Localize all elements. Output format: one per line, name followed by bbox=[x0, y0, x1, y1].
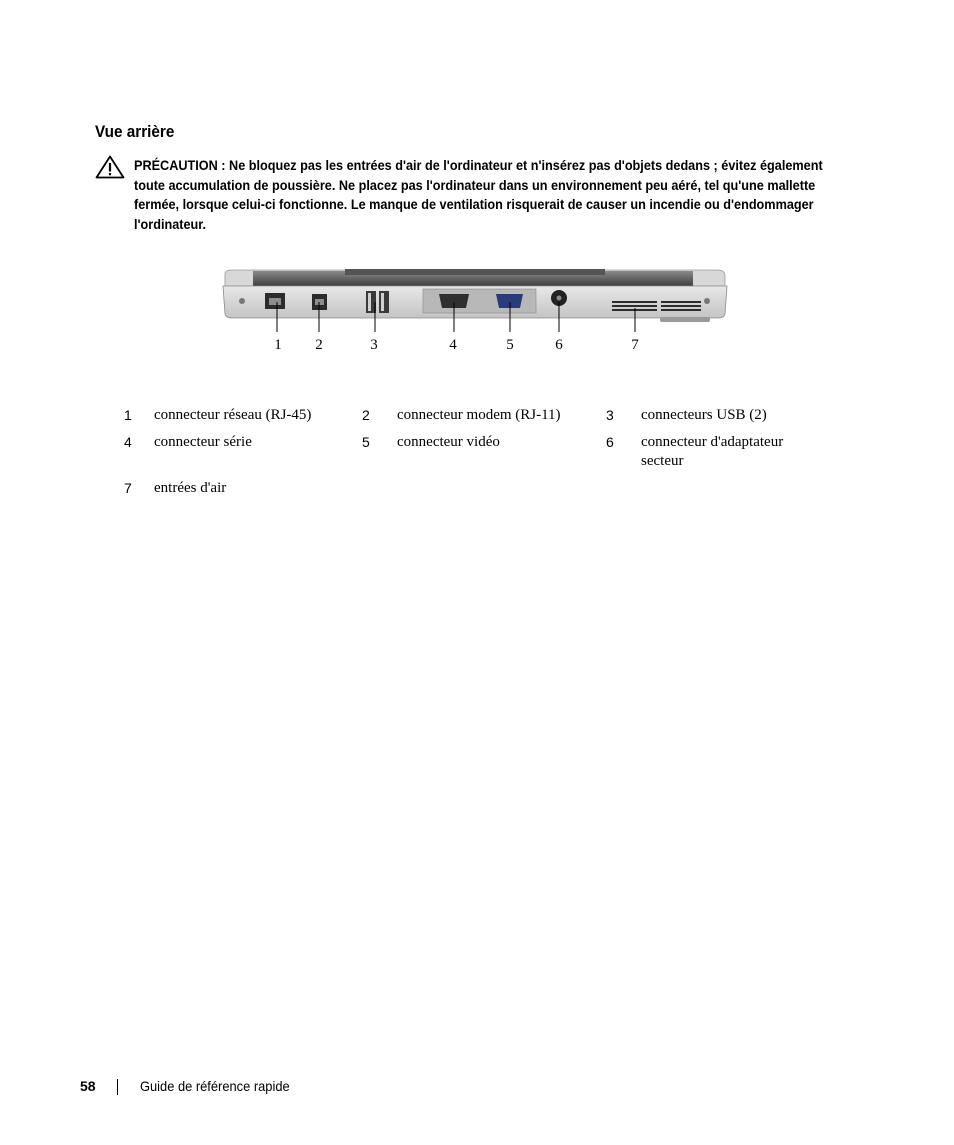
legend-label: connecteur d'adaptateur secteur bbox=[641, 434, 784, 469]
callout-2: 2 bbox=[315, 337, 323, 353]
legend-label: connecteurs USB (2) bbox=[641, 407, 767, 423]
callout-6: 6 bbox=[555, 337, 563, 353]
legend-number: 1 bbox=[124, 407, 132, 423]
legend-number: 7 bbox=[124, 480, 132, 496]
legend-label: connecteur réseau (RJ-45) bbox=[154, 407, 312, 423]
warning-triangle-icon bbox=[95, 155, 125, 179]
callout-7: 7 bbox=[631, 337, 639, 353]
section-heading: Vue arrière bbox=[95, 122, 175, 141]
footer-separator bbox=[117, 1079, 118, 1095]
legend-label: connecteur série bbox=[154, 434, 252, 450]
caution-text: Ne bloquez pas les entrées d'air de l'ordinateur et n'insérez pas d'objets dedans ; évitez également toute accumulation de poussière. Ne placez pas l'ordinateur dans un environnement peu aéré, tel qu'une mallette fermée, lorsque celui-ci fonctionne. Le manque de ventilation risquerait de causer un incendie ou d'endommager l'ordinateur. bbox=[134, 157, 823, 233]
callout-5: 5 bbox=[506, 337, 514, 353]
caution-notice bbox=[134, 156, 849, 235]
legend-label: entrées d'air bbox=[154, 480, 227, 496]
legend-number: 5 bbox=[362, 434, 370, 450]
callout-1: 1 bbox=[274, 337, 282, 353]
legend-number: 6 bbox=[606, 434, 614, 450]
legend-number: 3 bbox=[606, 407, 614, 423]
legend-number: 4 bbox=[124, 434, 132, 450]
callout-3: 3 bbox=[370, 337, 378, 353]
vents bbox=[612, 301, 701, 311]
legend-number: 2 bbox=[362, 407, 370, 423]
legend-label: connecteur modem (RJ-11) bbox=[397, 407, 561, 423]
laptop-rear-view-illustration bbox=[220, 262, 730, 357]
legend-label: connecteur vidéo bbox=[397, 434, 500, 450]
page-number: 58 bbox=[80, 1078, 96, 1094]
caution-label: PRÉCAUTION : bbox=[134, 157, 226, 173]
document-title: Guide de référence rapide bbox=[140, 1078, 290, 1094]
callout-4: 4 bbox=[449, 337, 457, 353]
